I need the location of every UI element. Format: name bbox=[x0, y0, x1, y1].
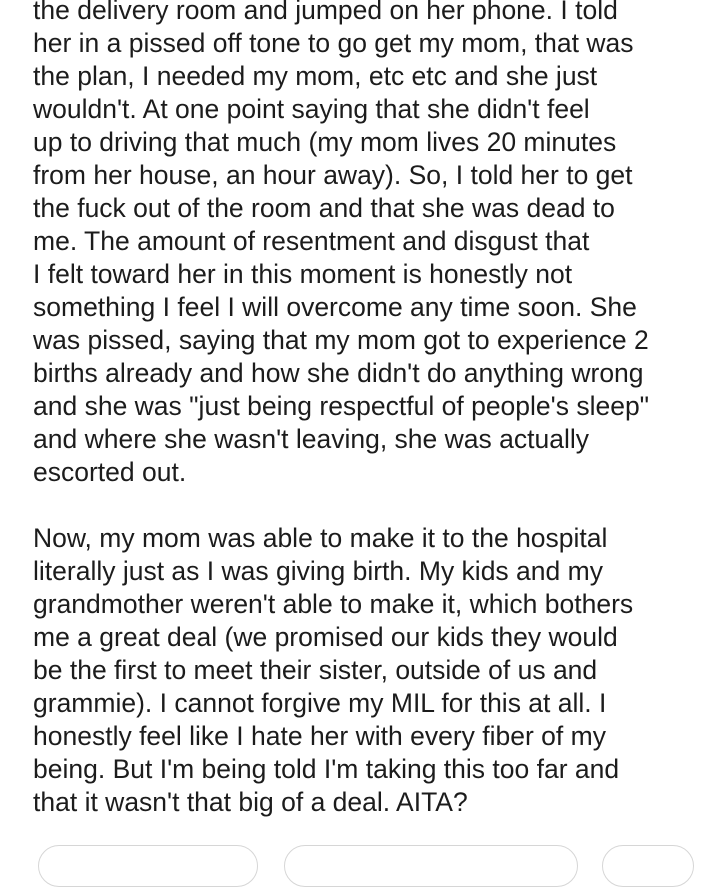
post-line: being. But I'm being told I'm taking this too far and bbox=[33, 754, 620, 784]
vote-button[interactable] bbox=[38, 845, 258, 887]
post-line: the delivery room and jumped on her phone. I told bbox=[33, 0, 618, 25]
post-line: something I feel I will overcome any time soon. She bbox=[33, 292, 637, 322]
post-body bbox=[33, 0, 713, 819]
post-line: me. The amount of resentment and disgust that bbox=[33, 226, 590, 256]
post-line: I felt toward her in this moment is honestly not bbox=[33, 259, 573, 289]
share-button[interactable] bbox=[602, 845, 694, 887]
post-line: that it wasn't that big of a deal. AITA? bbox=[33, 787, 468, 817]
post-line: and where she wasn't leaving, she was actually bbox=[33, 424, 589, 454]
post-line: up to driving that much (my mom lives 20 minutes bbox=[33, 127, 617, 157]
post-line: me a great deal (we promised our kids they would bbox=[33, 622, 618, 652]
post-line: was pissed, saying that my mom got to experience 2 bbox=[33, 325, 649, 355]
post-line: escorted out. bbox=[33, 457, 187, 487]
post-line: grandmother weren't able to make it, which bothers bbox=[33, 589, 634, 619]
post-line: Now, my mom was able to make it to the hospital bbox=[33, 523, 608, 553]
post-line: her in a pissed off tone to go get my mom, that was bbox=[33, 28, 634, 58]
post-line: from her house, an hour away). So, I told her to get bbox=[33, 160, 633, 190]
post-line: grammie). I cannot forgive my MIL for this at all. I bbox=[33, 688, 607, 718]
post-line: births already and how she didn't do anything wrong bbox=[33, 358, 644, 388]
post-paragraph-1 bbox=[33, 0, 713, 489]
post-line: literally just as I was giving birth. My kids and my bbox=[33, 556, 603, 586]
post-line: the fuck out of the room and that she was dead to bbox=[33, 193, 615, 223]
comments-button[interactable] bbox=[284, 845, 578, 887]
post-action-bar bbox=[0, 845, 720, 873]
post-line: and she was "just being respectful of people's sleep" bbox=[33, 391, 650, 421]
post-line: wouldn't. At one point saying that she didn't feel bbox=[33, 94, 590, 124]
post-line: honestly feel like I hate her with every fiber of my bbox=[33, 721, 606, 751]
post-line: be the first to meet their sister, outside of us and bbox=[33, 655, 598, 685]
post-paragraph-2 bbox=[33, 522, 713, 819]
post-line: the plan, I needed my mom, etc etc and she just bbox=[33, 61, 598, 91]
